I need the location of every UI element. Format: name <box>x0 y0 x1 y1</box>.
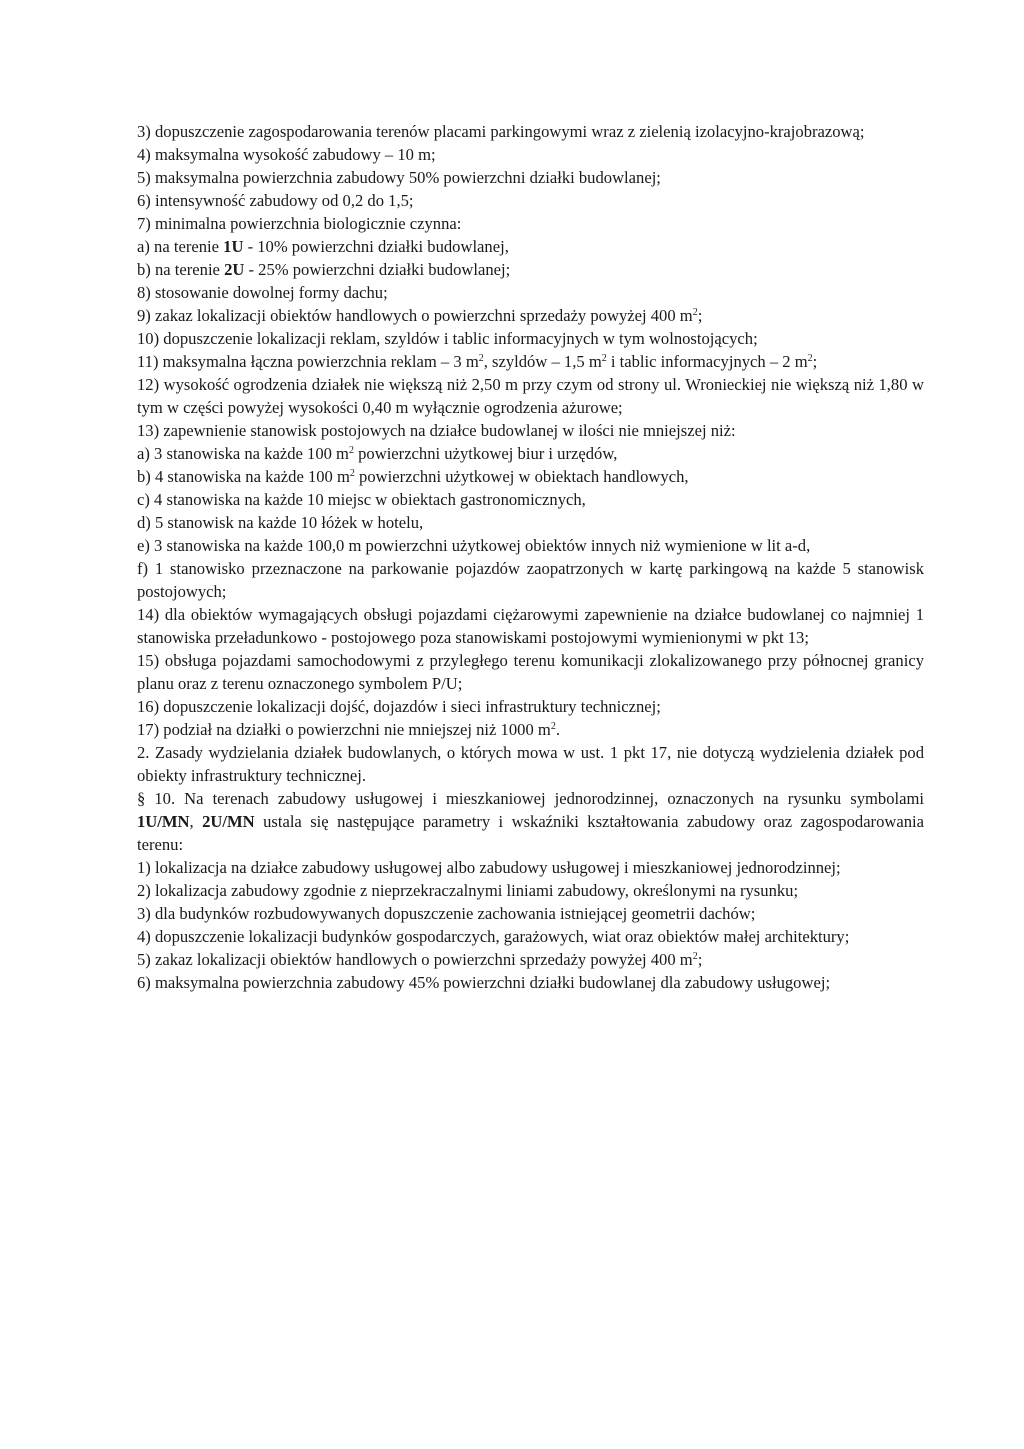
paragraph-2: 2. Zasady wydzielania działek budowlanych, o których mowa w ust. 1 pkt 17, nie dotyczą wydzielenia działek pod obiekty infrastruktury technicznej. <box>137 743 924 785</box>
list-item-13f: f) 1 stanowisko przeznaczone na parkowanie pojazdów zaopatrzonych w kartę parkingową na każde 5 stanowisk postojowych; <box>137 559 924 601</box>
section-10-item-3: 3) dla budynków rozbudowywanych dopuszczenie zachowania istniejącej geometrii dachów; <box>137 904 756 923</box>
list-item-15: 15) obsługa pojazdami samochodowymi z przyległego terenu komunikacji zlokalizowanego przy północnej granicy planu oraz z terenu oznaczonego symbolem P/U; <box>137 651 924 693</box>
list-item-7: 7) minimalna powierzchnia biologicznie czynna: <box>137 214 462 233</box>
list-item-13e: e) 3 stanowiska na każde 100,0 m powierzchni użytkowej obiektów innych niż wymienione w lit a-d, <box>137 536 811 555</box>
list-item-7a: a) na terenie 1U - 10% powierzchni działki budowlanej, <box>137 237 509 256</box>
section-10-item-2: 2) lokalizacja zabudowy zgodnie z nieprzekraczalnymi liniami zabudowy, określonymi na rysunku; <box>137 881 799 900</box>
list-item-14: 14) dla obiektów wymagających obsługi pojazdami ciężarowymi zapewnienie na działce budowlanej co najmniej 1 stanowiska przeładunkowo - postojowego poza stanowiskami postojowymi wymienionymi w pkt 13; <box>137 605 924 647</box>
section-10-item-5: 5) zakaz lokalizacji obiektów handlowych o powierzchni sprzedaży powyżej 400 $m^2$; <box>137 950 703 969</box>
list-item-7b: b) na terenie 2U - 25% powierzchni działki budowlanej; <box>137 260 511 279</box>
document-body <box>137 120 924 994</box>
list-item-12: 12) wysokość ogrodzenia działek nie większą niż 2,50 m przy czym od strony ul. Wronieckiej nie większą niż 1,80 w tym w części powyżej wysokości 0,40 m wyłącznie ogrodzenia ażurowe; <box>137 375 924 417</box>
list-item-11: 11) maksymalna łączna powierzchnia reklam – 3 $m^2$, szyldów – 1,5 $m^2$ i tablic informacyjnych – 2 $m^2$; <box>137 352 818 371</box>
list-item-13c: c) 4 stanowiska na każde 10 miejsc w obiektach gastronomicznych, <box>137 490 586 509</box>
list-item-13d: d) 5 stanowisk na każde 10 łóżek w hotelu, <box>137 513 424 532</box>
list-item-3: 3) dopuszczenie zagospodarowania terenów placami parkingowymi wraz z zielenią izolacyjno-krajobrazową; <box>137 122 865 141</box>
list-item-10: 10) dopuszczenie lokalizacji reklam, szyldów i tablic informacyjnych w tym wolnostojących; <box>137 329 758 348</box>
list-item-13b: b) 4 stanowiska na każde 100 $m^2$ powierzchni użytkowej w obiektach handlowych, <box>137 467 689 486</box>
section-10-intro: § 10. Na terenach zabudowy usługowej i mieszkaniowej jednorodzinnej, oznaczonych na rysunku symbolami 1U/MN, 2U/MN ustala się następujące parametry i wskaźniki kształtowania zabudowy oraz zagospodarowania terenu: <box>137 789 925 854</box>
list-item-9: 9) zakaz lokalizacji obiektów handlowych o powierzchni sprzedaży powyżej 400 $m^2$; <box>137 306 703 325</box>
list-item-13: 13) zapewnienie stanowisk postojowych na działce budowlanej w ilości nie mniejszej niż: <box>137 421 736 440</box>
list-item-5: 5) maksymalna powierzchnia zabudowy 50% powierzchni działki budowlanej; <box>137 168 661 187</box>
section-10-item-1: 1) lokalizacja na działce zabudowy usługowej albo zabudowy usługowej i mieszkaniowej jednorodzinnej; <box>137 858 841 877</box>
section-10-item-6: 6) maksymalna powierzchnia zabudowy 45% powierzchni działki budowlanej dla zabudowy usługowej; <box>137 973 831 992</box>
list-item-17: 17) podział na działki o powierzchni nie mniejszej niż 1000 $m^2$. <box>137 720 560 739</box>
list-item-13a: a) 3 stanowiska na każde 100 $m^2$ powierzchni użytkowej biur i urzędów, <box>137 444 618 463</box>
section-mark: § 10. <box>137 789 176 808</box>
list-item-4: 4) maksymalna wysokość zabudowy – 10 m; <box>137 145 436 164</box>
section-10-item-4: 4) dopuszczenie lokalizacji budynków gospodarczych, garażowych, wiat oraz obiektów małej architektury; <box>137 927 850 946</box>
list-item-6: 6) intensywność zabudowy od 0,2 do 1,5; <box>137 191 414 210</box>
list-item-16: 16) dopuszczenie lokalizacji dojść, dojazdów i sieci infrastruktury technicznej; <box>137 697 661 716</box>
list-item-8: 8) stosowanie dowolnej formy dachu; <box>137 283 388 302</box>
